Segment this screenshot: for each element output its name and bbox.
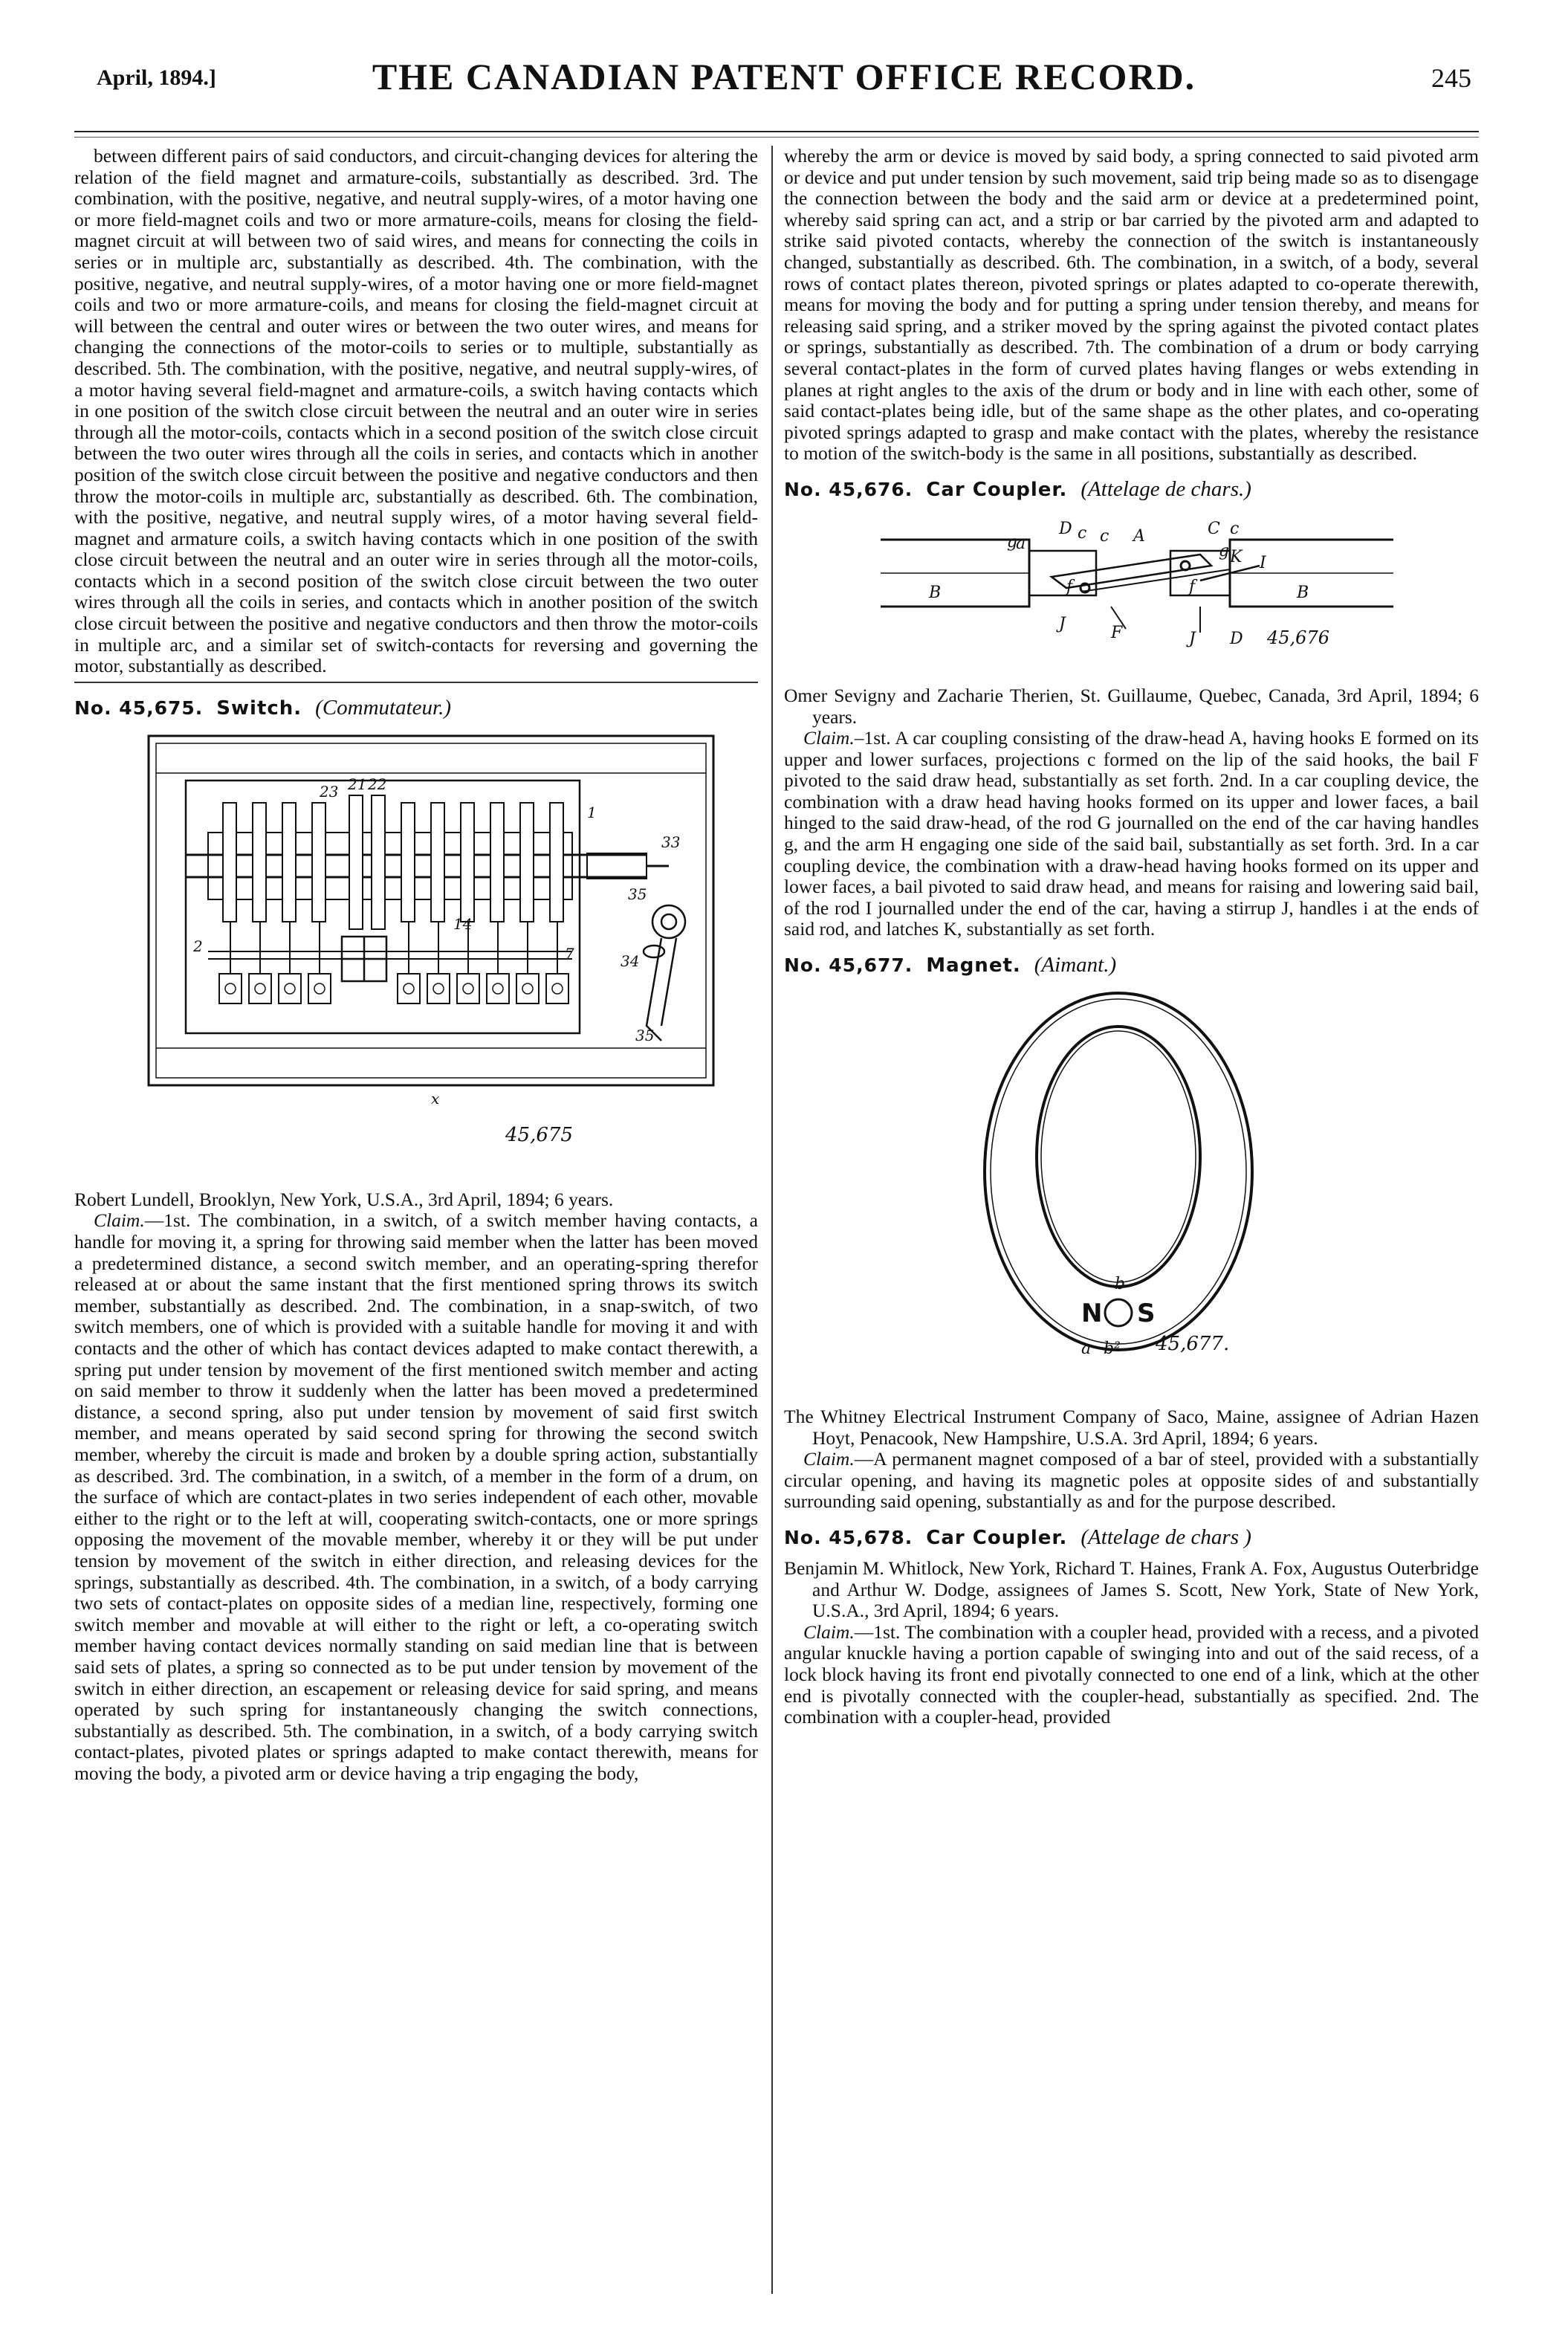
- patent-number: No. 45,676.: [784, 478, 913, 500]
- patent-title: Car Coupler.: [926, 478, 1068, 501]
- magnet-patent-figure: [784, 986, 1479, 1394]
- fig-label: 35: [628, 885, 647, 903]
- fig-label: x: [431, 1089, 440, 1108]
- patent-title-french: (Attelage de chars.): [1081, 476, 1251, 501]
- fig-label: f: [1066, 577, 1073, 596]
- claim-text: —A permanent magnet composed of a bar of steel, provided with a substantially circular opening, and having its magnetic poles at opposite sides of and substantially surrounding said opening, substantially as and for the purpose described.: [784, 1448, 1479, 1513]
- fig-label: J: [1189, 629, 1196, 648]
- claims-paragraph: [784, 1622, 1479, 1728]
- fig-label: 14: [453, 914, 473, 933]
- patent-number: No. 45,677.: [784, 954, 913, 977]
- figure-number-caption: 45,677.: [1156, 1333, 1230, 1356]
- patent-heading-45675: [74, 695, 758, 721]
- patent-title: Magnet.: [926, 954, 1021, 977]
- fig-label: A: [1133, 526, 1145, 546]
- figure-number-caption: 45,676: [1267, 627, 1329, 648]
- fig-label: D: [1230, 629, 1243, 648]
- fig-label: K: [1230, 547, 1243, 566]
- fig-label: J: [1059, 614, 1066, 633]
- fig-label: a: [1016, 534, 1026, 553]
- claim-text: —1st. The combination, in a switch, of a switch member having contacts, a handle for moving it, a spring for throwing said member when the latter has been moved a predetermined distance, a second switch member, and an operating-spring therefor released at or about the same instant that the first mentioned spring throws its switch member, substantially as described. 2nd. The combination, in a snap-switch, of two switch members, one of which is provided with a suitable handle for moving it and with contacts and the other of which has contact devices adapted to make contact therewith, a spring put under tension by movement of the first mentioned switch member and acting on said member to throw it suddenly when the latter has been moved a predetermined distance, a second spring, also put under tension by movement of said first switch member, and means operated by said second spring for throwing the second switch member, whereby the circuit is made and broken by a double spring action, substantially as described. 3rd. The combination, in a switch, of a member in the form of a drum, on the surface of which are contact-plates in two series independent of each other, movable either to the right or to the left at will, cooperating switch-contacts, one or more springs opposing the movement of the movable member, whereby it or they will be put under tension by movement of the switch in either direction, and releasing devices for the springs, substantially as described. 4th. The combination, in a switch, of a body carrying two sets of contact-plates on opposite sides of a median line, respectively, forming one switch member and movable at will either to the right or left, a co-operating switch member having contact devices normally standing on said median line that is between said sets of plates, a spring so connected as to be put under tension by movement of the switch in either direction, an escapement or releasing device for said spring, and means operated by such spring for instantaneously changing the switch connections, substantially as described. 5th. The combination, in a switch, of a body carrying switch contact-plates, pivoted plates or springs adapted to make contact therewith, means for moving the body, a pivoted arm or device having a trip engaging the body,: [74, 1209, 758, 1784]
- fig-label: I: [1260, 553, 1266, 572]
- patent-title-french: (Attelage de chars ): [1081, 1525, 1251, 1549]
- issue-date: April, 1894.]: [97, 65, 216, 90]
- patent-title: Switch.: [216, 696, 302, 720]
- fig-label: 33: [661, 833, 681, 851]
- fig-label: 22: [368, 775, 387, 793]
- continued-claims-text: between different pairs of said conductors, and circuit-changing devices for altering the relation of the field magnet and armature-coils, substantially as described. 3rd. The combination, with the positive, negative, and neutral supply-wires, of a motor having one or more field-magnet coils and two or more armature-coils, means for closing the field-magnet circuit at will between two of said wires, and means for connecting the coils in series or in multiple arc, substantially as described. 4th. The combination, with the positive, negative, and neutral supply-wires, of a motor having one or more field-magnet coils and two or more armature-coils, and means for closing the field-magnet circuit at will between the central and outer wires or between the two outer wires, and means for changing the connections of the motor-coils to series or to multiple, substantially as described. 5th. The combination, with the positive, negative, and neutral supply-wires, of a motor having several field-magnet and armature-coils, a switch having contacts which in one position of the switch close circuit between the neutral and an outer wire in series through all the motor-coils, contacts which in a second position of the switch close circuit between the two outer wires through all the coils in series, and contacts which in another position of the switch close circuit between the positive and negative conductors and then throw the motor-coils in multiple arc, substantially as described. 6th. The combination, with the positive, negative, and neutral supply wires, of a motor having several field-magnet and armature coils, a switch having contacts which in one position of the swith close circuit between the neutral and an outer wire in series through all the motor-coils, contacts which in a second position of the switch close circuit between the two outer wires through all the coils in series, and contacts which in another position of the switch close circuit between the positive and negative conductors and then throw the motor-coils in multiple arc, and a similar set of switch-contacts for reversing and governing the motor, substantially as described.: [74, 145, 758, 677]
- fig-label: C: [1208, 519, 1220, 538]
- header-rule: [74, 131, 1479, 132]
- pole-label-south: S: [1137, 1299, 1156, 1329]
- fig-label: c: [1078, 523, 1087, 543]
- fig-label: 35: [635, 1026, 655, 1044]
- page-header: [97, 52, 1471, 111]
- figure-number-caption: 45,675: [505, 1123, 573, 1146]
- fig-label: c: [1100, 526, 1109, 546]
- claims-paragraph: [784, 728, 1479, 940]
- claim-label: Claim.: [803, 1620, 855, 1643]
- car-coupler-patent-figure: [784, 510, 1479, 659]
- fig-label: F: [1111, 623, 1123, 642]
- right-column: [784, 146, 1479, 1728]
- fig-label: 1: [587, 803, 597, 821]
- inventor-line: Omer Sevigny and Zacharie Therien, St. Guillaume, Quebec, Canada, 3rd April, 1894; 6 years.: [784, 684, 1479, 728]
- patent-title-french: (Aimant.): [1034, 953, 1117, 977]
- continued-claims-text: whereby the arm or device is moved by said body, a spring connected to said pivoted arm or device and put under tension by such movement, said trip being made so as to disengage the connection between the body and the said arm or device at a predetermined point, whereby said spring can act, and a strip or bar carried by the pivoted arm and adapted to strike said pivoted contacts, whereby the connection of the switch is instantaneously changed, substantially as described. 6th. The combination, in a switch, of a body, several rows of contact plates thereon, pivoted springs or plates adapted to co-operate therewith, means for moving the body and for putting a spring under tension thereby, and means for releasing said spring, and a striker moved by the spring against the pivoted contact plates or springs, substantially as described. 7th. The combination of a drum or body carrying several contact-plates in the form of curved plates having flanges or webs extending in planes at right angles to the axis of the drum or body and in line with each other, some of said contact-plates being idle, but of the same shape as the other plates, and co-operating pivoted springs adapted to grasp and make contact with the plates, whereby the resistance to motion of the switch-body is the same in all positions, substantially as described.: [784, 145, 1479, 465]
- inventor-line: Robert Lundell, Brooklyn, New York, U.S.A., 3rd April, 1894; 6 years.: [74, 1188, 614, 1210]
- fig-label: b: [1115, 1275, 1126, 1294]
- section-rule: [74, 682, 758, 683]
- patent-number: No. 45,675.: [74, 696, 204, 719]
- patent-number: No. 45,678.: [784, 1527, 913, 1548]
- claim-text: –1st. A car coupling consisting of the draw-head A, having hooks E formed on its upper and lower surfaces, projections c formed on the lip of the said hooks, the bail F pivoted to the said draw head, substantially as set forth. 2nd. In a car coupling device, the combination with a draw head having hooks formed on its upper and lower faces, a bail hinged to the said draw-head, of the rod G journalled on the end of the car having handles g, and the arm H engaging one side of the said bail, substantially as set forth. 3rd. In a car coupling device, the combination with a draw-head having hooks formed on its upper and lower faces, a bail pivoted to said draw head, and means for raising and lowering said bail, of the rod I journalled under the end of the car, having a stirrup J, handles i at the ends of said rod, and latches K, substantially as set forth.: [784, 727, 1479, 940]
- fig-label: D: [1059, 519, 1072, 538]
- patent-heading-45678: [784, 1525, 1479, 1551]
- page-number: 245: [1431, 63, 1471, 93]
- patent-heading-45676: [784, 476, 1479, 502]
- fig-label: g: [1007, 532, 1018, 552]
- fig-label: 23: [320, 782, 339, 801]
- fig-label: 7: [565, 944, 574, 963]
- fig-label: c: [1230, 519, 1240, 538]
- fig-label: B: [1297, 583, 1309, 602]
- patent-heading-45677: [784, 952, 1479, 978]
- patent-title: Car Coupler.: [926, 1527, 1068, 1549]
- inventor-line: The Whitney Electrical Instrument Company of Saco, Maine, assignee of Adrian Hazen Hoyt, Penacook, New Hampshire, U.S.A. 3rd April, 1894; 6 years.: [784, 1406, 1479, 1449]
- fig-label: b²: [1104, 1339, 1121, 1359]
- header-rule-thin: [74, 137, 1479, 138]
- fig-label: B: [929, 583, 942, 602]
- fig-label: f: [1189, 577, 1196, 596]
- column-separator: [771, 146, 773, 2294]
- claim-text: —1st. The combination with a coupler head, provided with a recess, and a pivoted angular knuckle having a portion capable of swinging into and out of the said recess, of a lock block having its front end pivotally connected to one end of a link, which at the other end is pivotally connected with the coupler-head, substantially as specified. 2nd. The combination with a coupler-head, provided: [784, 1620, 1479, 1728]
- claim-label: Claim.: [803, 1448, 855, 1470]
- claim-label: Claim.: [803, 727, 855, 749]
- publication-title: THE CANADIAN PATENT OFFICE RECORD.: [372, 56, 1196, 97]
- claim-label: Claim.: [94, 1209, 145, 1232]
- left-column: [74, 146, 758, 1784]
- fig-label: g: [1219, 541, 1230, 560]
- fig-label: a: [1081, 1339, 1092, 1359]
- fig-label: 2: [193, 937, 203, 955]
- patent-title-french: (Commutateur.): [315, 695, 452, 720]
- fig-label: 21: [348, 775, 367, 793]
- claims-paragraph: [74, 1210, 758, 1784]
- switch-patent-figure: [74, 728, 758, 1167]
- fig-label: 34: [621, 951, 640, 970]
- claims-paragraph: [784, 1449, 1479, 1513]
- inventor-line: Benjamin M. Whitlock, New York, Richard T. Haines, Frank A. Fox, Augustus Outerbridge and Arthur W. Dodge, assignees of James S. Scott, New York, State of New York, U.S.A., 3rd April, 1894; 6 years.: [784, 1557, 1479, 1622]
- pole-label-north: N: [1081, 1299, 1103, 1329]
